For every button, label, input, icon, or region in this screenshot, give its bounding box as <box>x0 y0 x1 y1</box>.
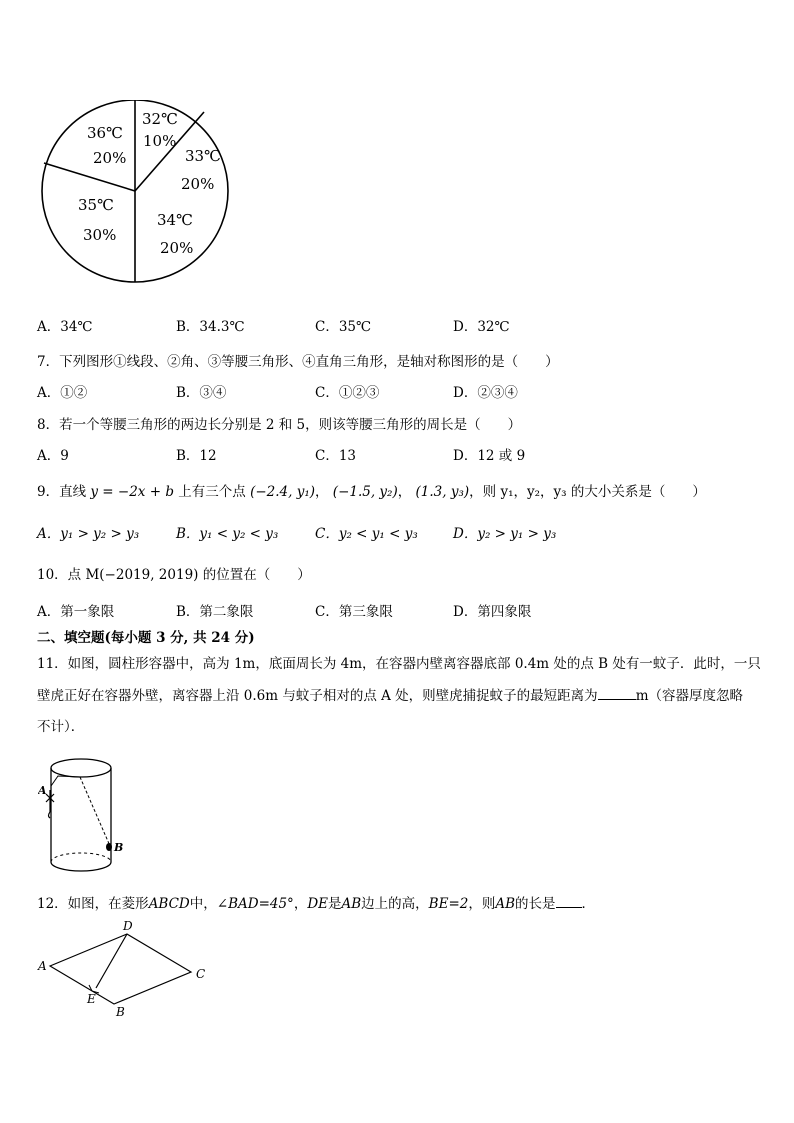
q6-option-c: C．35℃ <box>315 319 372 335</box>
cylinder-bottom-front-arc <box>51 862 111 871</box>
q12-abcd: ABCD <box>148 896 190 912</box>
q11-line-1: 11．如图，圆柱形容器中，高为 1m，底面周长为 4m，在容器内壁离容器底部 0.4m 处的点 B 处有一蚊子．此时，一只 <box>37 656 761 672</box>
rhombus-figure <box>36 920 216 1020</box>
q12-stem <box>37 895 595 913</box>
mosquito-icon <box>106 843 112 851</box>
slice-33-temp: 33℃ <box>185 147 221 165</box>
q8-option-c: C．13 <box>315 448 357 464</box>
q11-line-3: 不计）． <box>37 719 85 735</box>
q12-ab-2: AB <box>495 896 516 912</box>
q9-option-a: A．y₁ > y₂ > y₃ <box>37 526 140 542</box>
slice-32-pct: 10% <box>143 132 177 150</box>
q8-option-b: B．12 <box>176 448 217 464</box>
q12-text-e: 边上的高， <box>361 896 429 912</box>
q9-suffix: ，则 y₁，y₂，y₃ 的大小关系是（ ） <box>469 484 706 500</box>
q9-mid: 上有三个点 <box>178 484 246 500</box>
q9-option-d: D．y₂ > y₁ > y₃ <box>453 526 557 542</box>
q10-option-c: C．第三象限 <box>315 604 393 620</box>
rhombus-label-b: B <box>116 1005 125 1019</box>
temperature-pie-chart <box>38 100 238 295</box>
q7-option-b: B．③④ <box>176 385 227 401</box>
q12-be: BE=2 <box>428 896 469 912</box>
q9-line-equation: y = −2x + b <box>90 484 174 500</box>
q9-point-2: (−1.5, y₂) <box>332 484 398 500</box>
cylinder-label-b: B <box>114 841 124 854</box>
rhombus-label-d: D <box>123 920 133 933</box>
q10-stem: 10．点 M(−2019, 2019) 的位置在（ ） <box>37 567 311 583</box>
q12-text-c: ， <box>293 896 308 912</box>
q6-option-b: B．34.3℃ <box>176 319 245 335</box>
slice-35-temp: 35℃ <box>78 196 114 214</box>
q8-stem: 8．若一个等腰三角形的两边长分别是 2 和 5，则该等腰三角形的周长是（ ） <box>37 417 522 433</box>
slice-36-pct: 20% <box>93 149 127 167</box>
q9-prefix: 9．直线 <box>37 484 87 500</box>
q9-stem: 9．直线 y = −2x + b 上有三个点 (−2.4, y₁)， (−1.5, y₂)， (1.3, y₃)，则 y₁，y₂，y₃ 的大小关系是（ ） <box>37 484 706 500</box>
q12-text-g: 的长是 <box>515 896 556 912</box>
q7-option-a: A．①② <box>37 385 88 401</box>
q9-option-b: B．y₁ < y₂ < y₃ <box>176 526 279 542</box>
cylinder-label-a: A <box>38 784 47 797</box>
q7-stem: 7．下列图形①线段、②角、③等腰三角形、④直角三角形，是轴对称图形的是（ ） <box>37 354 559 370</box>
q11-line-2 <box>37 687 743 705</box>
q12-text-d: 是 <box>328 896 342 912</box>
q11-answer-blank <box>598 687 636 700</box>
rhombus-label-a: A <box>38 959 47 973</box>
q6-option-d: D．32℃ <box>453 319 510 335</box>
q12-text-a: 12．如图，在菱形 <box>37 896 149 912</box>
divider-line <box>44 163 135 191</box>
q9-point-1: (−2.4, y₁) <box>250 484 315 500</box>
shortest-path-dashed <box>80 777 110 846</box>
section-2-title: 二、填空题(每小题 3 分, 共 24 分) <box>37 630 255 646</box>
q6-option-a: A．34℃ <box>37 319 93 335</box>
cylinder-bottom-back-arc <box>51 853 111 862</box>
q10-option-d: D．第四象限 <box>453 604 532 620</box>
q10-option-a: A．第一象限 <box>37 604 115 620</box>
rhombus-label-e: E <box>87 992 96 1006</box>
slice-34-pct: 20% <box>160 239 194 257</box>
q11-line-2b: m（容器厚度忽略 <box>635 688 743 704</box>
slice-34-temp: 34℃ <box>157 211 193 229</box>
q12-answer-blank <box>556 895 582 908</box>
q7-option-c: C．①②③ <box>315 385 380 401</box>
altitude-de <box>96 934 127 988</box>
slice-33-pct: 20% <box>181 175 215 193</box>
q9-option-c: C．y₂ < y₁ < y₃ <box>315 526 418 542</box>
cylinder-figure <box>38 754 148 879</box>
q8-option-d: D．12 或 9 <box>453 448 526 464</box>
q12-angle: ∠BAD=45° <box>216 896 294 912</box>
slice-35-pct: 30% <box>83 226 117 244</box>
slice-32-temp: 32℃ <box>142 110 178 128</box>
slice-36-temp: 36℃ <box>87 124 123 142</box>
q9-point-3: (1.3, y₃) <box>415 484 470 500</box>
rhombus-label-c: C <box>196 967 206 981</box>
q12-de: DE <box>307 896 328 912</box>
q7-option-d: D．②③④ <box>453 385 518 401</box>
gecko-icon <box>46 790 54 818</box>
q11-line-2a: 壁虎正好在容器外壁，离容器上沿 0.6m 与蚊子相对的点 A 处，则壁虎捕捉蚊子的最短距离为 <box>37 688 598 704</box>
q12-text-h: ． <box>581 896 596 912</box>
cylinder-top-ellipse <box>51 759 111 777</box>
q10-option-b: B．第二象限 <box>176 604 254 620</box>
q8-option-a: A．9 <box>37 448 69 464</box>
q12-text-b: 中， <box>189 896 217 912</box>
q12-ab-1: AB <box>341 896 362 912</box>
q12-text-f: ，则 <box>468 896 496 912</box>
